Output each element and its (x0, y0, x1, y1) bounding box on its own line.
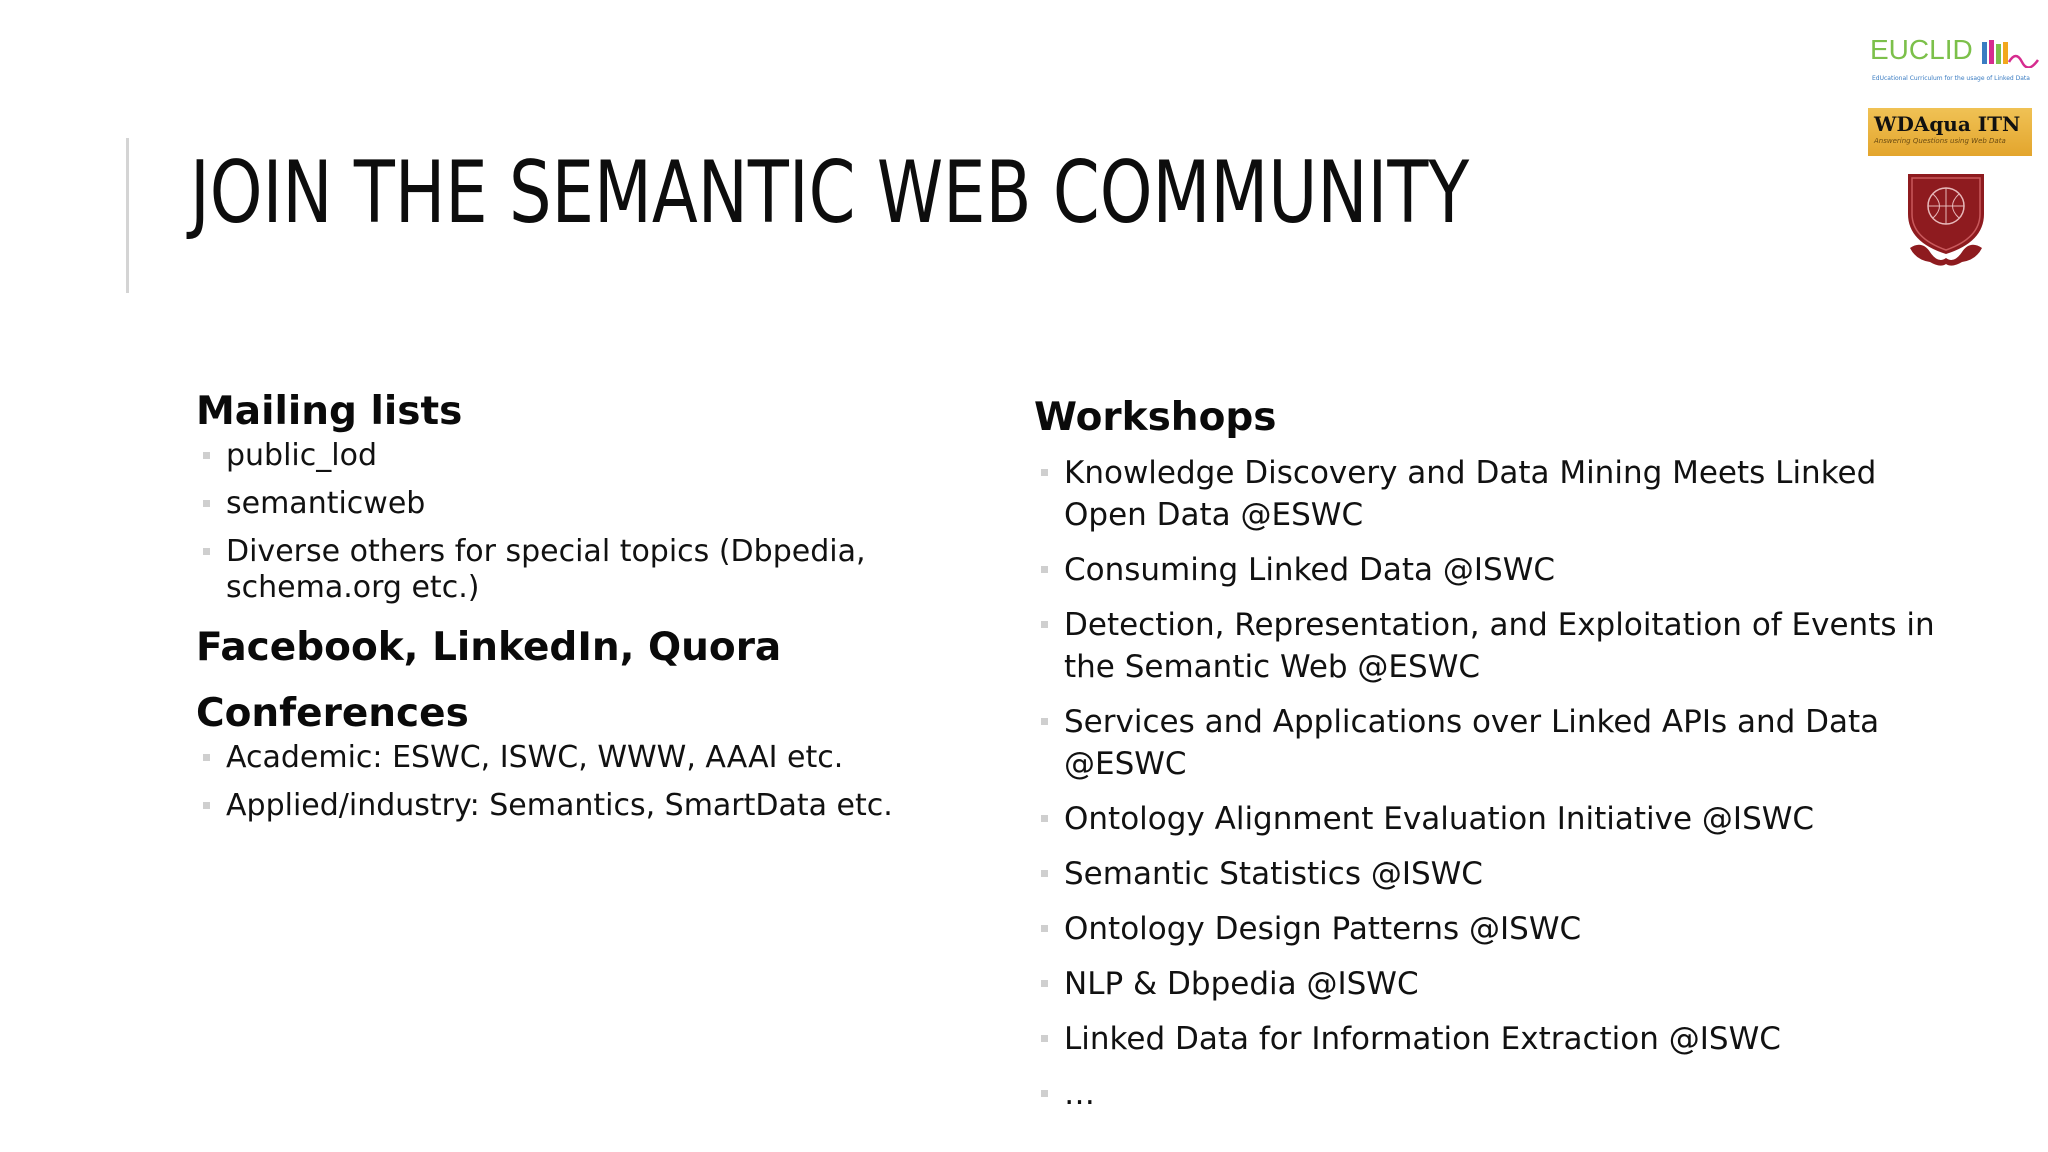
conferences-list (196, 740, 1016, 824)
wdaqua-logo (1868, 108, 2032, 156)
mailing-lists-heading: Mailing lists (196, 389, 463, 434)
right-column (1034, 394, 1954, 1128)
left-column (196, 388, 1016, 836)
slide-title: JOIN THE SEMANTIC WEB COMMUNITY (190, 143, 1470, 243)
social-networks-heading: Facebook, LinkedIn, Quora (196, 625, 782, 670)
list-item: Services and Applications over Linked APIs and Data @ESWC (1034, 701, 1954, 785)
list-item: semanticweb (196, 486, 1016, 522)
title-accent-bar (126, 138, 129, 293)
crest-logo-icon (1900, 168, 1992, 268)
euclid-books-logo-icon (1982, 40, 2040, 68)
list-item: Ontology Alignment Evaluation Initiative @ISWC (1034, 798, 1954, 840)
list-item: Diverse others for special topics (Dbpedia, schema.org etc.) (196, 534, 1016, 606)
list-item: NLP & Dbpedia @ISWC (1034, 963, 1954, 1005)
list-item: Consuming Linked Data @ISWC (1034, 549, 1954, 591)
wdaqua-logo-subtitle: Answering Questions using Web Data (1874, 137, 2006, 145)
list-item: Detection, Representation, and Exploitation of Events in the Semantic Web @ESWC (1034, 604, 1954, 688)
conferences-heading: Conferences (196, 691, 469, 736)
euclid-logo-text: EUCLID (1870, 34, 1973, 65)
workshops-list (1034, 452, 1954, 1115)
list-item: Academic: ESWC, ISWC, WWW, AAAI etc. (196, 740, 1016, 776)
list-item: Linked Data for Information Extraction @ISWC (1034, 1018, 1954, 1060)
list-item: Applied/industry: Semantics, SmartData etc. (196, 788, 1016, 824)
list-item: … (1034, 1073, 1954, 1115)
list-item: Semantic Statistics @ISWC (1034, 853, 1954, 895)
mailing-lists-list (196, 438, 1016, 606)
list-item: Ontology Design Patterns @ISWC (1034, 908, 1954, 950)
euclid-logo-subtitle: EdUcational Curriculum for the usage of Linked Data (1872, 75, 2030, 82)
workshops-heading: Workshops (1034, 395, 1277, 440)
list-item: Knowledge Discovery and Data Mining Meets Linked Open Data @ESWC (1034, 452, 1954, 536)
wdaqua-logo-title: WDAqua ITN (1874, 112, 2021, 136)
list-item: public_lod (196, 438, 1016, 474)
euclid-logo (1870, 34, 2040, 90)
